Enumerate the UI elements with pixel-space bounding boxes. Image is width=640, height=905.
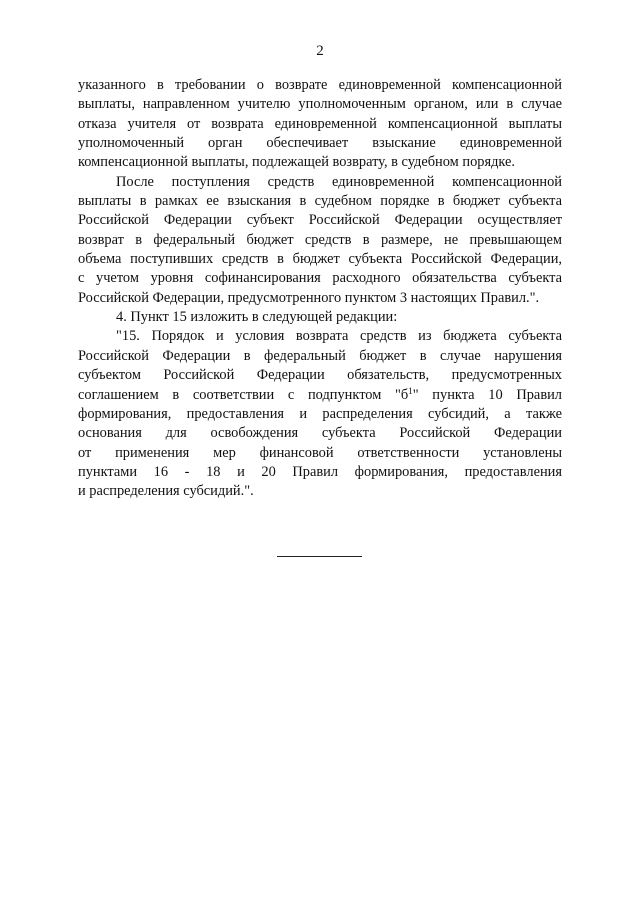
- text-line: выплаты, направленном учителю уполномоченным органом, или в случае: [78, 96, 562, 113]
- superscript: 1: [408, 385, 413, 396]
- text-line: возврат в федеральный бюджет средств в размере, не превышающем: [78, 231, 562, 248]
- text-line: После поступления средств единовременной компенсационной: [116, 173, 562, 190]
- text-line: компенсационной выплаты, подлежащей возврату, в судебном порядке.: [78, 154, 516, 171]
- text-line: Российской Федерации в федеральный бюджет в случае нарушения: [78, 347, 562, 364]
- text-line: и распределения субсидий.".: [78, 483, 254, 500]
- text-line: Российской Федерации, предусмотренного пунктом 3 настоящих Правил.".: [78, 289, 540, 306]
- text-line: основания для освобождения субъекта Российской Федерации: [78, 425, 562, 442]
- text-line: 4. Пункт 15 изложить в следующей редакции:: [116, 309, 398, 326]
- text-fragment: " пункта 10 Правил: [412, 386, 562, 403]
- text-fragment: соглашением в соответствии с подпунктом "б: [78, 386, 409, 403]
- text-line: отказа учителя от возврата единовременной компенсационной выплаты: [78, 115, 562, 132]
- text-line: выплаты в рамках ее взыскания в судебном порядке в бюджет субъекта: [78, 193, 562, 210]
- end-divider-line: [277, 556, 362, 557]
- text-line: "15. Порядок и условия возврата средств из бюджета субъекта: [116, 328, 562, 345]
- text-line: указанного в требовании о возврате единовременной компенсационной: [78, 77, 562, 93]
- document-body: [78, 76, 562, 502]
- text-line: с учетом уровня софинансирования расходного обязательства субъекта: [78, 270, 562, 287]
- text-line: формирования, предоставления и распределения субсидий, а также: [78, 405, 562, 422]
- text-line: от применения мер финансовой ответственности установлены: [78, 444, 562, 461]
- text-line-with-superscript: [78, 386, 562, 405]
- text-line: объема поступивших средств в бюджет субъекта Российской Федерации,: [78, 251, 562, 268]
- page-number: 2: [316, 43, 324, 59]
- text-line: Российской Федерации субъект Российской Федерации осуществляет: [78, 212, 562, 229]
- text-line: уполномоченный орган обеспечивает взыскание единовременной: [78, 135, 562, 152]
- text-line: субъектом Российской Федерации обязательств, предусмотренных: [78, 367, 562, 384]
- text-line: пунктами 16 - 18 и 20 Правил формирования, предоставления: [78, 463, 562, 480]
